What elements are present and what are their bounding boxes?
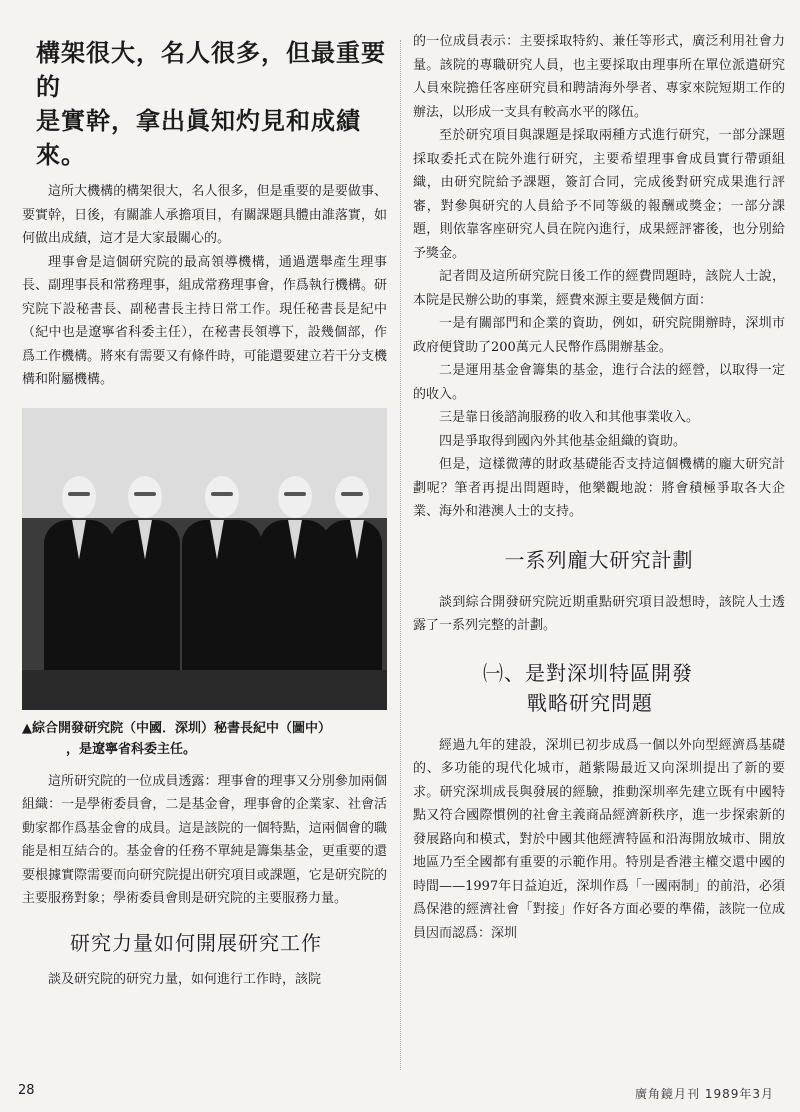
- person-figure: [110, 476, 180, 670]
- numbered-heading: ㈠、是對深圳特區開發 戰略研究問題: [483, 660, 693, 715]
- paragraph: 談到綜合開發研究院近期重點研究項目設想時，該院人士透露了一系列完整的計劃。: [413, 594, 785, 633]
- left-column: [22, 30, 387, 991]
- paragraph: 記者問及這所研究院日後工作的經費問題時，該院人士說，本院是民辦公助的事業，經費來源主要是幾個方面：: [413, 269, 785, 308]
- person-figure: [44, 476, 114, 670]
- person-figure: [260, 476, 330, 670]
- headline-line-2: 是實幹，拿出眞知灼見和成績來。: [36, 107, 361, 169]
- paragraph: 但是，這樣微薄的財政基礎能否支持這個機構的龐大研究計劃呢？筆者再提出問題時，他樂觀地說：將會積極爭取各大企業、海外和港澳人士的支持。: [413, 457, 785, 519]
- paragraph: 的一位成員表示：主要採取特約、兼任等形式，廣泛利用社會力量。該院的專職研究人員，也主要採取由理事所在單位派遣研究人員來院擔任客座研究員和聘請海外學者、專家來院短期工作的辦法，以形成一支具有較高水平的隊伍。: [413, 34, 785, 120]
- paragraph: 三是靠日後諮詢服務的收入和其他事業收入。: [439, 410, 700, 425]
- person-figure: [322, 476, 382, 670]
- paragraph: 這所研究院的一位成員透露：理事會的理事又分別參加兩個組織：一是學術委員會，二是基金會，理事會的企業家、社會活動家都作爲基金會的成員。這是該院的一個特點，這兩個會的職能是相互結合的。基金會的任務不單純是籌集基金，更重要的還要根據實際需要而向研究院提出研究項目或課題，它是研究院的主要服務對象；學術委員會則是研究院的主要服務力量。: [22, 773, 387, 906]
- headline: [36, 36, 387, 172]
- page-number: 28: [18, 1083, 35, 1098]
- group-photo: [22, 408, 387, 710]
- paragraph: 談及研究院的研究力量，如何進行工作時，該院: [48, 971, 322, 987]
- paragraph: 二是運用基金會籌集的基金，進行合法的經營，以取得一定的收入。: [413, 363, 785, 402]
- section-heading: 一系列龐大研究計劃: [504, 547, 694, 572]
- paragraph: 這所大機構的構架很大，名人很多，但是重要的是要做事、要實幹，日後，有關誰人承擔項目，有關課題具體由誰落實，如何做出成績，這才是大家最關心的。: [22, 184, 387, 246]
- section-heading: 研究力量如何開展研究工作: [70, 930, 322, 955]
- headline-line-1: 構架很大，名人很多，但最重要的: [36, 39, 386, 101]
- paragraph: 經過九年的建設，深圳已初步成爲一個以外向型經濟爲基礎的、多功能的現代化城市，趙紫陽最近又向深圳提出了新的要求。研究深圳成長與發展的經驗，推動深圳率先建立既有中國特點又符合國際慣例的社會主義商品經濟新秩序，進一步探索新的發展路向和模式，對於中國其他經濟特區和沿海開放城市、開放地區乃至全國都有重要的示範作用。特別是香港主權交還中國的時間——1997年日益迫近，深圳作爲「一國兩制」的前沿，必須爲保港的經濟社會「對接」作好各方面必要的準備，該院一位成員因而認爲：深圳: [413, 737, 785, 941]
- journal-footer: 廣角鏡月刊 1989年3月: [635, 1087, 774, 1101]
- person-figure: [182, 476, 262, 670]
- column-divider: [400, 40, 401, 1070]
- paragraph: 一是有關部門和企業的資助，例如，研究院開辦時，深圳市政府便貸助了200萬元人民幣作爲開辦基金。: [413, 316, 785, 355]
- photo-caption: ▲綜合開發研究院（中國．深圳）秘書長紀中（圖中） ，是遼寧省科委主任。: [22, 720, 331, 757]
- paragraph: 四是爭取得到國內外其他基金組織的資助。: [439, 433, 687, 449]
- paragraph: 至於研究項目與課題是採取兩種方式進行研究，一部分課題採取委托式在院外進行研究，主要希望理事會成員實行帶頭組織，由研究院給予課題，簽訂合同，完成後對研究成果進行評審，對參與研究的人員給予不同等級的報酬或獎金；一部分課題，則依靠客座研究人員在院內進行，成果經評審後，也分別給予獎金。: [413, 128, 785, 261]
- paragraph: 理事會是這個研究院的最高領導機構，通過選舉產生理事長、副理事長和常務理事，組成常務理事會，作爲執行機構。研究院下設秘書長、副秘書長主持日常工作。現任秘書長是紀中（紀中也是遼寧省科委主任），在秘書長領導下，設幾個部，作爲工作機構。將來有需要又有條件時，可能還要建立若干分支機構和附屬機構。: [22, 254, 387, 387]
- right-column: [413, 30, 785, 945]
